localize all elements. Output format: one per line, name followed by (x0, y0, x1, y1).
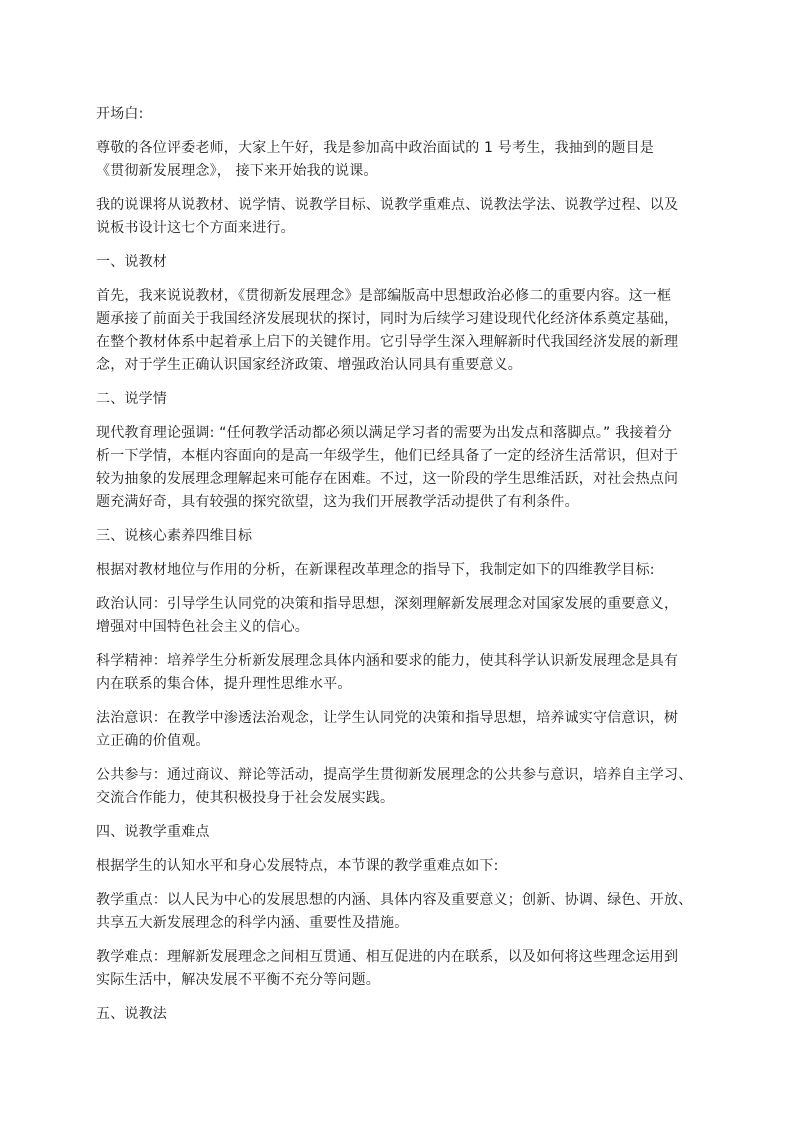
text-line: 较为抽象的发展理念理解起来可能存在困难。不过，这一阶段的学生思维活跃，对社会热点问 (96, 471, 679, 487)
body-paragraph (96, 422, 708, 514)
body-paragraph (96, 889, 708, 935)
body-paragraph (96, 707, 708, 753)
text-line: 教学重点：以人民为中心的发展思想的内涵、具体内容及重要意义；创新、协调、绿色、开放、 (96, 892, 693, 908)
text-line: 题承接了前面关于我国经济发展现状的探讨，同时为后续学习建设现代化经济体系奠定基础， (96, 311, 679, 327)
text-line: 开场白: (96, 106, 144, 122)
text-line: 科学精神：培养学生分析新发展理念具体内涵和要求的能力，使其科学认识新发展理念是具有 (96, 653, 679, 669)
body-paragraph (96, 946, 708, 992)
section-heading (96, 1003, 708, 1026)
text-line: 在整个教材体系中起着承上启下的关键作用。它引导学生深入理解新时代我国经济发展的新理 (96, 334, 679, 350)
text-line: 说板书设计这七个方面来进行。 (96, 220, 295, 236)
body-paragraph (96, 285, 708, 377)
body-paragraph (96, 559, 708, 582)
section-heading (96, 525, 708, 548)
section-heading (96, 388, 708, 411)
text-line: 首先，我来说说教材，《贯彻新发展理念》是部编版高中思想政治必修二的重要内容。这一框 (96, 288, 672, 304)
text-line: 根据对教材地位与作用的分析，在新课程改革理念的指导下，我制定如下的四维教学目标: (96, 562, 655, 578)
text-line: 题充满好奇，具有较强的探究欲望，这为我们开展教学活动提供了有利条件。 (96, 494, 579, 510)
body-paragraph (96, 137, 708, 183)
text-line: 我的说课将从说教材、说学情、说教学目标、说教学重难点、说教法学法、说教学过程、以及 (96, 197, 679, 213)
text-line: 析一下学情，本框内容面向的是高一年级学生，他们已经具备了一定的经济生活常识，但对于 (96, 448, 679, 464)
text-line: 增强对中国特色社会主义的信心。 (96, 619, 309, 635)
body-paragraph (96, 593, 708, 639)
text-line: 五、说教法 (96, 1006, 167, 1022)
text-line: 法治意识：在教学中渗透法治观念，让学生认同党的决策和指导思想，培养诚实守信意识，树 (96, 710, 679, 726)
text-line: 交流合作能力，使其积极投身于社会发展实践。 (96, 790, 395, 806)
document-page (96, 103, 708, 1037)
section-heading (96, 251, 708, 274)
text-line: 四、说教学重难点 (96, 824, 210, 840)
section-heading (96, 821, 708, 844)
text-line: 内在联系的集合体，提升理性思维水平。 (96, 676, 352, 692)
body-paragraph (96, 855, 708, 878)
body-paragraph (96, 764, 708, 810)
text-line: 三、说核心素养四维目标 (96, 528, 253, 544)
text-line: 根据学生的认知水平和身心发展特点，本节课的教学重难点如下: (96, 858, 499, 874)
section-heading (96, 103, 708, 126)
body-paragraph (96, 194, 708, 240)
text-line: 二、说学情 (96, 391, 167, 407)
text-line: 一、说教材 (96, 254, 167, 270)
text-line: 政治认同：引导学生认同党的决策和指导思想，深刻理解新发展理念对国家发展的重要意义， (96, 596, 679, 612)
text-line: 实际生活中，解决发展不平衡不充分等问题。 (96, 972, 380, 988)
text-line: 立正确的价值观。 (96, 733, 210, 749)
text-line: 教学难点：理解新发展理念之间相互贯通、相互促进的内在联系，以及如何将这些理念运用到 (96, 949, 679, 965)
text-line: 公共参与：通过商议、辩论等活动，提高学生贯彻新发展理念的公共参与意识，培养自主学习、 (96, 767, 693, 783)
text-line: 念，对于学生正确认识国家经济政策、增强政治认同具有重要意义。 (96, 357, 522, 373)
text-line: 现代教育理论强调: “任何教学活动都必须以满足学习者的需要为出发点和落脚点。” 我接着分 (96, 425, 672, 441)
text-line: 尊敬的各位评委老师，大家上午好，我是参加高中政治面试的 1 号考生，我抽到的题目是 (96, 140, 655, 156)
text-line: 《贯彻新发展理念》， 接下来开始我的说课。 (96, 163, 378, 179)
body-paragraph (96, 650, 708, 696)
text-line: 共享五大新发展理念的科学内涵、重要性及措施。 (96, 915, 409, 931)
